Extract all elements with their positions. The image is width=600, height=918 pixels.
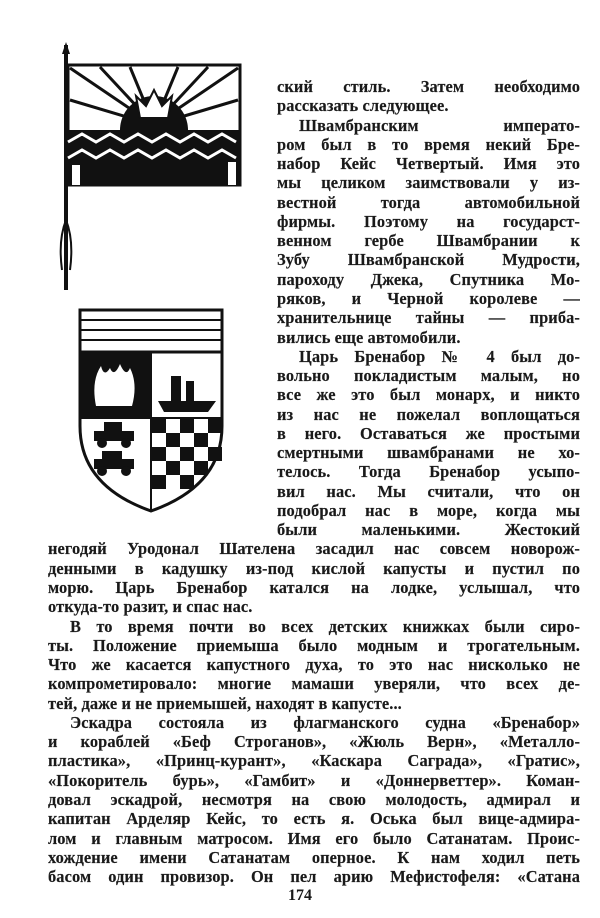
text-line (48, 539, 580, 558)
text-line (48, 559, 580, 578)
text-line (277, 443, 580, 462)
text-line (277, 135, 580, 154)
flag-illustration (50, 40, 250, 300)
text-line (277, 385, 580, 404)
text-line-content: Зубу Швамбранской Мудрости, (277, 250, 580, 270)
text-line-content: пароходу Джека, Спутника Мо- (277, 269, 580, 289)
text-line-content: фирмы. Поэтому на государст- (277, 211, 580, 231)
text-line (277, 328, 580, 347)
text-line-content: были маленькими. Жестокий (277, 520, 580, 540)
coat-of-arms-illustration (76, 306, 226, 516)
text-line (48, 597, 580, 616)
text-line (277, 405, 580, 424)
text-line-content: рассказать следующее. (277, 96, 449, 116)
text-line-content: все же это был монарх, и никто (277, 385, 580, 405)
text-line-content: Царь Бренабор № 4 был до- (299, 346, 580, 366)
text-line (48, 732, 580, 751)
text-line (277, 308, 580, 327)
text-line (277, 193, 580, 212)
text-line (277, 289, 580, 308)
text-line-content: басом один провизор. Он пел арию Мефистофеля: «Сатана (48, 867, 580, 887)
text-line-content: вил нас. Мы считали, что он (277, 481, 580, 501)
text-line (48, 790, 580, 809)
text-line (299, 347, 580, 366)
text-line-content: В то время почти во всех детских книжках были сиро- (70, 616, 580, 636)
text-line-content: капитан Арделяр Кейс, то есть я. Оська был вице-адмира- (48, 809, 580, 829)
text-line (48, 674, 580, 693)
text-line-content: и кораблей «Беф Строганов», «Жюль Верн», «Металло- (48, 732, 580, 752)
text-line (48, 578, 580, 597)
text-line (277, 212, 580, 231)
text-line-content: негодяй Уродонал Шателена засадил нас совсем новорож- (48, 539, 580, 559)
text-line (48, 829, 580, 848)
text-line-content: ром был в то время некий Бре- (277, 134, 580, 154)
text-line (277, 424, 580, 443)
page-number: 174 (288, 887, 312, 904)
text-line (277, 96, 580, 115)
text-line (70, 713, 580, 732)
text-line (277, 520, 580, 539)
text-line-content: венном гербе Швамбрании к (277, 231, 580, 251)
text-line-content: довал эскадрой, несмотря на свою молодость, адмирал и (48, 789, 580, 809)
text-line-content: Эскадра состояла из флагманского судна «Бренабор» (70, 712, 580, 732)
text-line (48, 694, 580, 713)
text-line-content: хождение имени Сатанатам оперное. К нам ходил петь (48, 847, 580, 867)
text-line (70, 617, 580, 636)
text-line (48, 771, 580, 790)
text-line-content: вестной тогда автомобильной (277, 192, 580, 212)
text-line-content: Швамбранским императо- (299, 115, 580, 135)
text-line (277, 154, 580, 173)
text-line (277, 462, 580, 481)
text-line-content: смертными швамбранами не хо- (277, 443, 580, 463)
text-line (277, 173, 580, 192)
text-line (277, 270, 580, 289)
text-line-content: мы целиком заимствовали у из- (277, 173, 580, 193)
text-line (48, 809, 580, 828)
text-line-content: ты. Положение приемыша было модным и трогательным. (48, 635, 580, 655)
text-line (277, 482, 580, 501)
chessboard-pattern (152, 419, 222, 489)
text-line-content: в него. Оставаться же простыми (277, 423, 580, 443)
text-line-content: ряков, и Черной королеве — (277, 288, 580, 308)
text-line (277, 501, 580, 520)
text-line (48, 636, 580, 655)
text-line (48, 751, 580, 770)
text-line-content: тей, даже и не приемышей, находят в капусте... (48, 693, 402, 713)
text-line (48, 867, 580, 886)
text-line-content: подобрал нас в море, когда мы (277, 500, 580, 520)
text-line-content: ский стиль. Затем необходимо (277, 77, 580, 96)
text-line-content: денными в кадушку из-под кислой капусты и пустил по (48, 558, 580, 578)
text-line-content: вольно покладистым малым, но (277, 366, 580, 386)
text-line-content: Что же касается капустного духа, то это нас нисколько не (48, 655, 580, 675)
text-line (48, 655, 580, 674)
text-line-content: хранительнице тайны — приба- (277, 308, 580, 328)
text-line-content: пластика», «Принц-курант», «Каскара Саграда», «Гратис», (48, 751, 580, 771)
text-line (277, 231, 580, 250)
text-line-content: вились еще автомобили. (277, 327, 461, 347)
text-line-content: морю. Царь Бренабор катался на лодке, услышал, что (48, 578, 580, 598)
text-line-content: «Покоритель бурь», «Гамбит» и «Доннерветтер». Коман- (48, 770, 580, 790)
text-line-content: набор Кейс Четвертый. Имя это (277, 154, 580, 174)
text-line-content: компрометировало: многие мамаши уверяли, что всех де- (48, 674, 580, 694)
text-line (277, 250, 580, 269)
text-line (277, 366, 580, 385)
text-line (48, 848, 580, 867)
text-line-content: откуда-то разит, и спас нас. (48, 597, 253, 617)
text-line (277, 77, 580, 96)
text-line (299, 116, 580, 135)
text-line-content: телось. Тогда Бренабор усыпо- (277, 462, 580, 482)
text-line-content: лом и главным матросом. Имя его было Сатанатам. Проис- (48, 828, 580, 848)
text-line-content: из нас не пожелал воплощаться (277, 404, 580, 424)
